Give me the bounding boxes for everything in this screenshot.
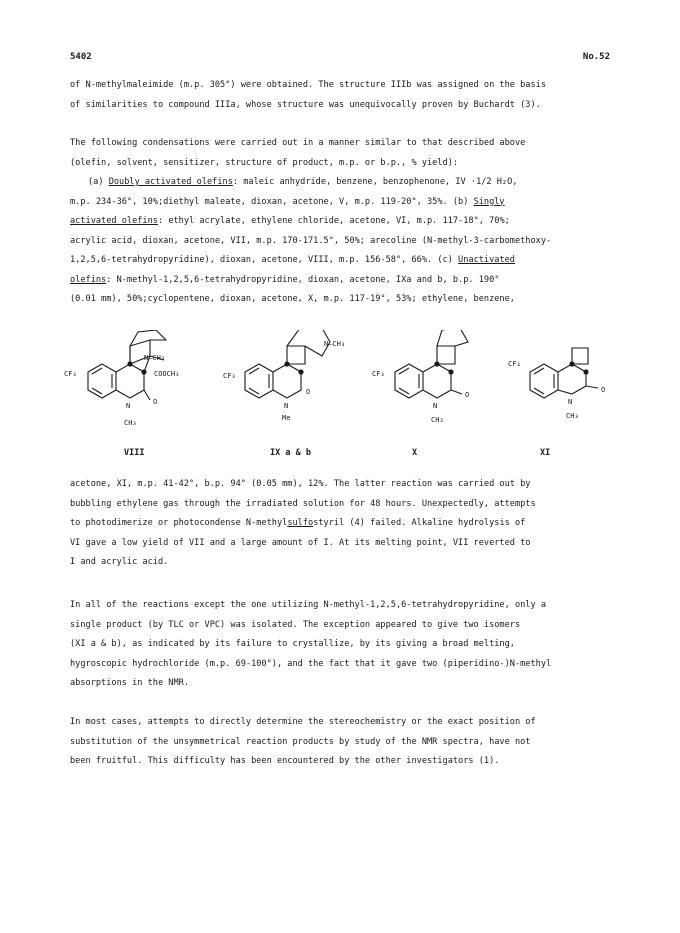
atom-cf3: CF₃ [508,360,521,368]
journal-issue: No.52 [582,52,610,62]
chemical-structures-figure [60,330,620,465]
paragraph-4 [70,475,610,573]
emphasis-sulfo: sulfo [287,518,314,528]
atom-nch3: N—CH₃ [324,340,346,348]
atom-cf3: CF₃ [64,370,77,378]
text-line: m.p. 234-36°, 10%;diethyl maleate, dioxan, acetone, V, m.p. 119-20°, 35%. (b) Singly [70,196,505,207]
paragraph-2 [70,134,610,310]
atom-o: O [306,388,311,396]
atom-n: N [568,398,573,406]
atom-o: O [601,386,606,394]
structure-label-viii: VIII [124,448,145,458]
atom-n: N [433,402,438,410]
structure-viii [88,330,166,400]
atom-o: O [153,398,158,406]
text-line: (XI a & b), as indicated by its failure to crystallize, by its giving a broad melting, [70,639,515,649]
paragraph-6 [70,713,610,772]
text-line: (0.01 mm), 50%;cyclopentene, dioxan, acetone, X, m.p. 117-19°, 53%; ethylene, benzene, [70,294,515,304]
atom-cf3: CF₃ [372,370,385,378]
emphasis-activated-olefins: activated olefins [70,216,158,226]
text-line: acrylic acid, dioxan, acetone, VII, m.p. 170-171.5°, 50%; arecoline (N-methyl-3-carbomethoxy- [70,235,552,246]
paragraph-1 [70,76,610,115]
text-line: (a) Doubly activated olefins: maleic anhydride, benzene, benzophenone, IV ·1/2 H₂O, [88,177,518,187]
structure-label-x: X [412,448,418,458]
emphasis-olefins: olefins [70,274,107,285]
atom-n: N [284,402,289,410]
atom-cooch3: COOCH₃ [154,370,180,378]
text-line: been fruitful. This difficulty has been encountered by the other investigators (1). [70,756,500,766]
page-number: 5402 [70,52,92,62]
atom-o: O [465,391,470,399]
text-line: bubbling ethylene gas through the irradiated solution for 48 hours. Unexpectedly, attempts [70,498,536,509]
text-line: olefins: N-methyl-1,2,5,6-tetrahydropyridine, dioxan, acetone, IXa and b, b.p. 190° [70,274,500,285]
paragraph-5 [70,596,610,694]
atom-nch3: N—CH₃ [144,354,166,362]
text-line: In all of the reactions except the one utilizing N-methyl-1,2,5,6-tetrahydropyridine, only a [70,600,546,610]
text-line: In most cases, attempts to directly determine the stereochemistry or the exact position of [70,717,536,727]
emphasis-singly: Singly [473,196,505,207]
text-line: VI gave a low yield of VII and a large amount of I. At its melting point, VII reverted to [70,537,531,548]
atom-me: Me [282,414,291,422]
text-line: substitution of the unsymmetrical reaction products by study of the NMR spectra, have not [70,736,531,747]
text-line: single product (by TLC or VPC) was isolated. The exception appeared to give two isomers [70,619,521,630]
emphasis-doubly-activated: Doubly activated olefins [108,177,233,187]
text-line: acetone, XI, m.p. 41-42°, b.p. 94° (0.05 mm), 12%. The latter reaction was carried out by [70,479,531,489]
atom-ch3: CH₃ [566,412,579,420]
atom-ch3: CH₃ [431,416,444,424]
structure-x [395,330,468,398]
atom-ch3: CH₃ [124,419,137,427]
text-line: absorptions in the NMR. [70,678,189,688]
text-line: activated olefins: ethyl acrylate, ethylene chloride, acetone, VI, m.p. 117-18°, 70%; [70,216,510,226]
structure-label-ix: IX a & b [270,448,311,458]
text-line: hygroscopic hydrochloride (m.p. 69-100°), and the fact that it gave two (piperidino-)N-methyl [70,658,552,669]
emphasis-unactivated: Unactivated [458,255,515,265]
structures-svg [60,330,620,450]
atom-cf3: CF₃ [223,372,236,380]
atom-n: N [126,402,131,410]
structure-label-xi: XI [540,448,551,458]
text-line: of N-methylmaleimide (m.p. 305°) were obtained. The structure IIIb was assigned on the basis [70,80,546,90]
text-line: I and acrylic acid. [70,557,169,567]
text-line: of similarities to compound IIIa, whose structure was unequivocally proven by Buchardt (3). [70,99,541,110]
text-line: The following condensations were carried out in a manner similar to that described above [70,138,526,148]
text-line: (olefin, solvent, sensitizer, structure of product, m.p. or b.p., % yield): [70,157,459,168]
text-line: to photodimerize or photocondense N-methylsulfostyril (4) failed. Alkaline hydrolysis of [70,518,526,528]
text-line: 1,2,5,6-tetrahydropyridine), dioxan, acetone, VIII, m.p. 156-58°, 66%. (c) Unactivated [70,255,515,265]
